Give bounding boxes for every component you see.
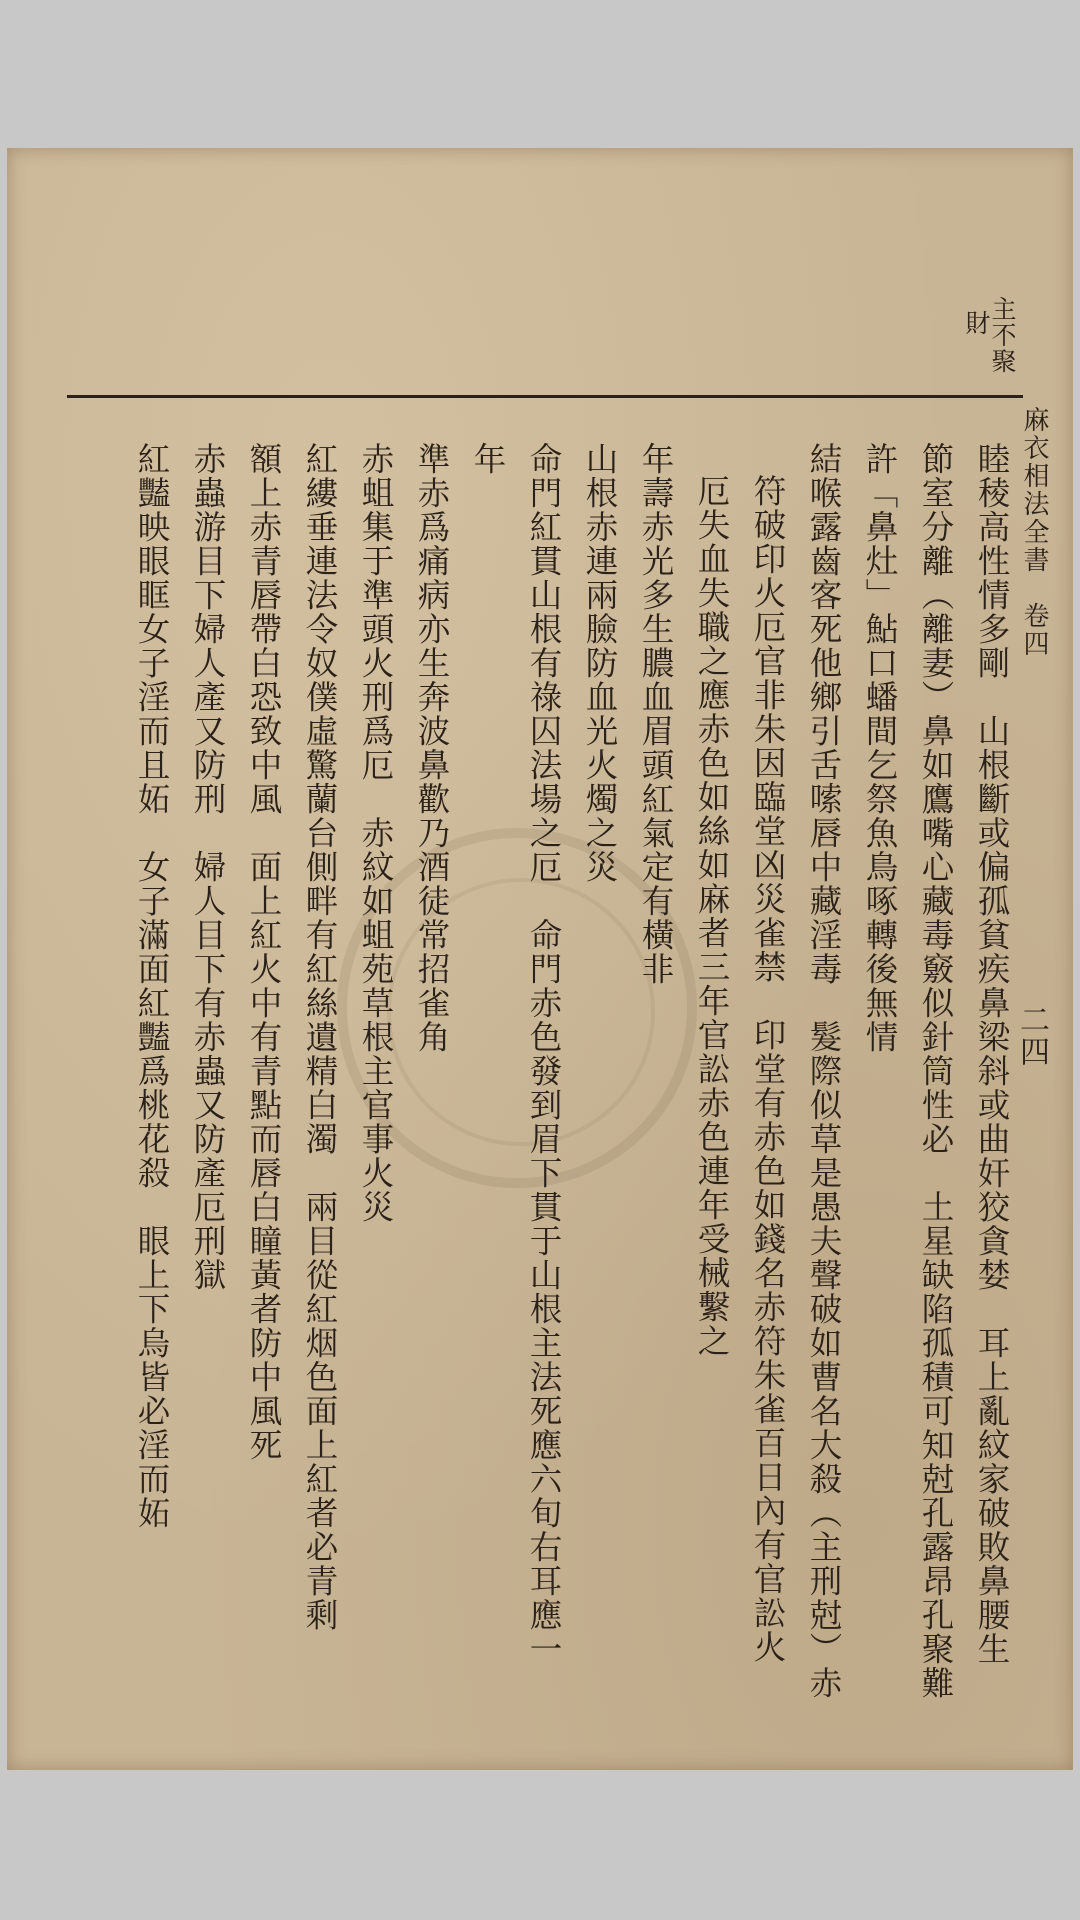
book-page — [7, 148, 1073, 1770]
text-column: 紅縷垂連法令奴僕虛驚蘭台側畔有紅絲遺精白濁 兩目從紅烟色面上紅者必青剩 — [301, 442, 339, 1632]
text-column: 山根赤連兩臉防血光火燭之災 — [581, 442, 619, 884]
text-column: 赤蟲游目下婦人產又防刑 婦人目下有赤蟲又防產厄刑獄 — [189, 442, 227, 1292]
text-column: 符破印火厄官非朱因臨堂凶災雀禁 印堂有赤色如錢名赤符朱雀百日內有官訟火 — [749, 474, 787, 1664]
margin-note-line: 財 — [962, 310, 991, 336]
text-column: 許「鼻灶」鮎口蟠間乞祭魚鳥啄轉後無情 — [861, 442, 899, 1054]
text-column: 結喉露齒客死他鄉引舌嗦唇中藏淫毒 髮際似草是愚夫聲破如曹名大殺（主刑尅）赤 — [805, 442, 843, 1700]
margin-note-line: 主不聚 — [988, 296, 1017, 374]
page-number: 二四 — [1014, 1004, 1049, 1068]
header-title: 麻衣相法全書 卷四 — [1019, 406, 1049, 658]
text-column: 睦稜高性情多剛 山根斷或偏孤貧疾鼻梁斜或曲奸狡貪婪 耳上亂紋家破敗鼻腰生 — [973, 442, 1011, 1666]
text-column: 準赤爲痛病亦生奔波鼻歡乃酒徒常招雀角 — [413, 442, 451, 1054]
text-column: 赤蛆集于準頭火刑爲厄 赤紋如蛆苑草根主官事火災 — [357, 442, 395, 1224]
text-column: 額上赤青唇帶白恐致中風 面上紅火中有青點而唇白瞳黃者防中風死 — [245, 442, 283, 1462]
text-column: 年 — [469, 442, 507, 476]
text-column: 年壽赤光多生膿血眉頭紅氣定有橫非 — [637, 442, 675, 986]
text-column: 命門紅貫山根有祿囚法場之厄 命門赤色發到眉下貫于山根主法死應六旬右耳應一 — [525, 442, 563, 1666]
text-column: 節室分離（離妻）鼻如鷹嘴心藏毒竅似針筒性必 土星缺陷孤積可知尅孔露昂孔聚難 — [917, 442, 955, 1700]
text-column: 紅豔映眼眶女子淫而且妬 女子滿面紅豔爲桃花殺 眼上下烏皆必淫而妬 — [133, 442, 171, 1530]
header-rule — [67, 395, 1023, 398]
text-column: 厄失血失職之應赤色如絲如麻者三年官訟赤色連年受械繫之 — [693, 474, 731, 1358]
